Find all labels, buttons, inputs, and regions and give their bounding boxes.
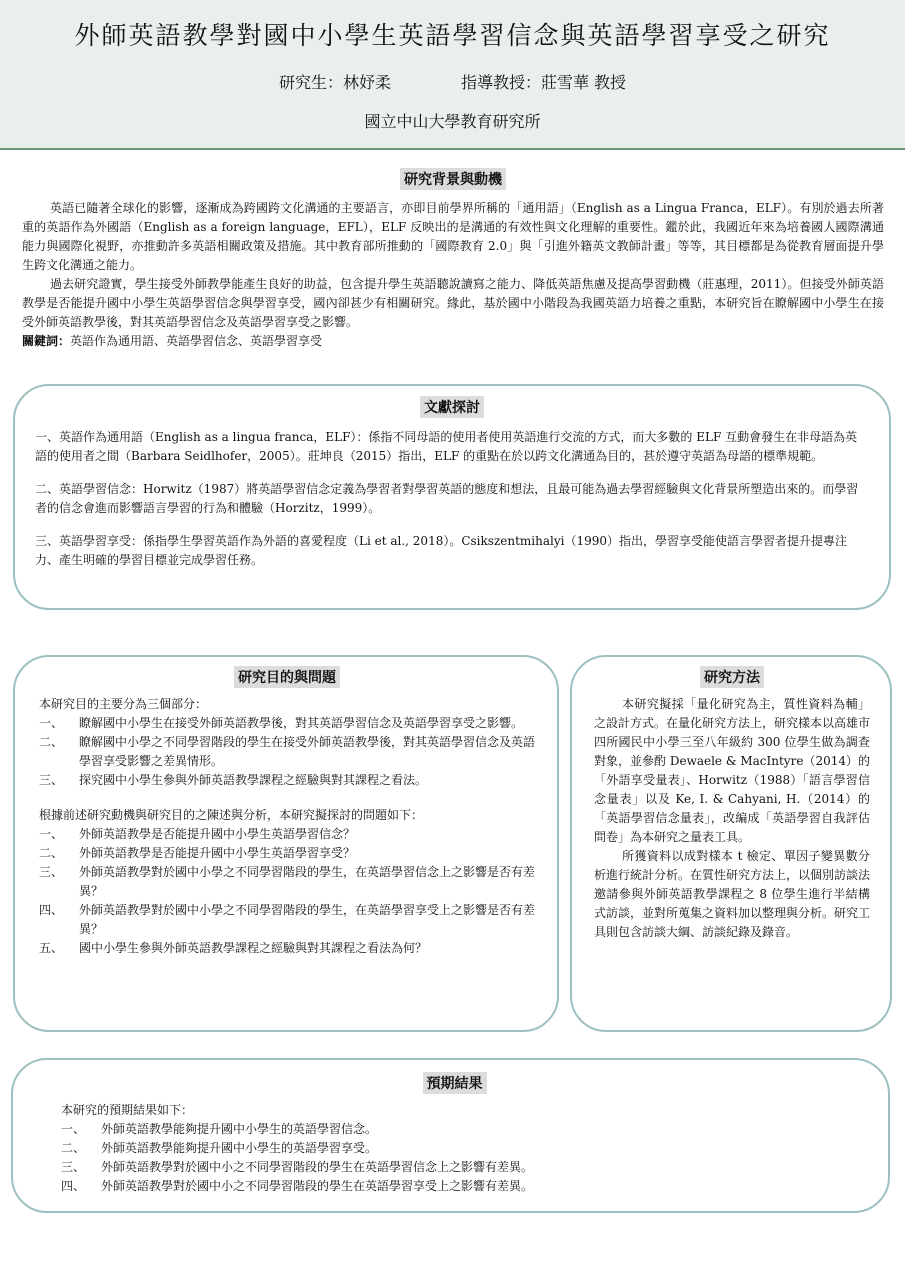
method-title: 研究方法	[700, 666, 764, 688]
keywords-line	[22, 332, 884, 351]
result-item	[61, 1158, 848, 1177]
poster-title: 外師英語教學對國中小學生英語學習信念與英語學習享受之研究	[74, 21, 831, 50]
aim-item	[39, 714, 535, 733]
institution: 國立中山大學教育研究所	[364, 112, 541, 131]
result-item-number: 四、	[61, 1179, 86, 1193]
result-item-text: 外師英語教學能夠提升國中小學生的英語學習享受。	[101, 1141, 378, 1155]
background-section	[22, 168, 884, 351]
results-box	[11, 1058, 890, 1213]
method-paragraph-2: 所獲資料以成對樣本 t 檢定、單因子變異數分析進行統計分析。在質性研究方法上，以個別訪談法邀請參與外師英語教學課程之 8 位學生進行半結構式訪談，並對所蒐集之資料加以整理與分析。研究工具則包含訪談大綱、訪談紀錄及錄音。	[594, 849, 871, 939]
literature-title: 文獻探討	[420, 396, 484, 418]
keywords-label: 關鍵詞：	[22, 334, 71, 348]
aim-item-text: 瞭解國中小學之不同學習階段的學生在接受外師英語教學後，對其英語學習信念及英語學習享受影響之差異情形。	[79, 735, 536, 768]
question-item	[39, 901, 535, 939]
questions-intro: 根據前述研究動機與研究目的之陳述與分析，本研究擬探討的問題如下：	[39, 808, 424, 822]
aim-item-text: 探究國中小學生參與外師英語教學課程之經驗與對其課程之看法。	[79, 773, 428, 787]
question-item	[39, 844, 535, 863]
aim-item-text: 瞭解國中小學生在接受外師英語教學後，對其英語學習信念及英語學習享受之影響。	[79, 716, 524, 730]
literature-item-elf: 一、英語作為通用語（English as a lingua franca，ELF）：係指不同母語的使用者使用英語進行交流的方式，而大多數的 ELF 互動會發生在非母語為英語的使用者之間（Barbara Seidlhofer，2005）。莊坤良（2015）指出，ELF 的重點在於以跨文化溝通為目的，甚於遵守英語為母語的標準規範。	[35, 430, 858, 463]
question-item-text: 外師英語教學是否能提升國中小學生英語學習信念？	[79, 827, 356, 841]
advisor-name: 指導教授：莊雪華 教授	[460, 73, 627, 92]
question-item-number: 三、	[39, 865, 64, 879]
background-paragraph-1: 英語已隨著全球化的影響，逐漸成為跨國跨文化溝通的主要語言，亦即目前學界所稱的「通用語」（English as a Lingua Franca，ELF）。有別於過去所著重的英語作為外國語（English as a foreign language，EFL），ELF 反映出的是溝通的有效性與文化理解的重要性。鑑於此，我國近年來為培養國人國際溝通能力與國際化視野，亦推動許多英語相關政策及措施。其中教育部所推動的「國際教育 2.0」與「引進外籍英文教師計畫」等等，其目標都是為從教育層面提升學生跨文化溝通之能力。	[22, 201, 884, 272]
question-item-number: 四、	[39, 903, 64, 917]
literature-item-enjoyment: 三、英語學習享受：係指學生學習英語作為外語的喜愛程度（Li et al., 2018）。Csikszentmihalyi（1990）指出，學習享受能使語言學習者提升提專注力、產生明確的學習目標並完成學習任務。	[35, 534, 848, 567]
results-intro: 本研究的預期結果如下：	[61, 1103, 194, 1117]
result-item-text: 外師英語教學對於國中小之不同學習階段的學生在英語學習信念上之影響有差異。	[101, 1160, 534, 1174]
result-item-number: 一、	[61, 1122, 86, 1136]
background-title: 研究背景與動機	[400, 168, 506, 190]
purpose-box	[13, 655, 559, 1032]
method-paragraph-1: 本研究擬採「量化研究為主，質性資料為輔」之設計方式。在量化研究方法上，研究樣本以高雄市四所國民中小學三至八年級約 300 位學生做為調查對象，並參酌 Dewaele & MacIntyre（2014）的「外語享受量表」、Horwitz（1988）「語言學習信念量表」以及 Ke, I. & Cahyani, H.（2014）的「英語學習信念量表」，改編成「英語學習自我評估問卷」為本研究之量表工具。	[594, 697, 871, 844]
literature-box	[13, 384, 891, 610]
question-item-text: 國中小學生參與外師英語教學課程之經驗與對其課程之看法為何？	[79, 941, 428, 955]
literature-item-beliefs: 二、英語學習信念：Horwitz（1987）將英語學習信念定義為學習者對學習英語的態度和想法，且最可能為過去學習經驗與文化背景所塑造出來的。而學習者的信念會進而影響語言學習的行為和體驗（Horzitz，1999）。	[35, 482, 859, 515]
keywords-text: 英語作為通用語、英語學習信念、英語學習享受	[70, 334, 323, 348]
student-name: 研究生：林妤柔	[278, 73, 391, 92]
questions-list	[39, 825, 535, 958]
result-item	[61, 1120, 848, 1139]
aim-item	[39, 733, 535, 771]
question-item	[39, 825, 535, 844]
question-item-text: 外師英語教學對於國中小學之不同學習階段的學生，在英語學習信念上之影響是否有差異？	[79, 865, 536, 898]
results-list	[61, 1120, 848, 1196]
purpose-title: 研究目的與問題	[234, 666, 340, 688]
question-item-text: 外師英語教學對於國中小學之不同學習階段的學生，在英語學習享受上之影響是否有差異？	[79, 903, 536, 936]
author-line	[0, 70, 905, 93]
aim-item-number: 三、	[39, 773, 64, 787]
result-item-text: 外師英語教學能夠提升國中小學生的英語學習信念。	[101, 1122, 378, 1136]
result-item-number: 三、	[61, 1160, 86, 1174]
method-box	[570, 655, 892, 1032]
results-title: 預期結果	[423, 1072, 487, 1094]
result-item-text: 外師英語教學對於國中小之不同學習階段的學生在英語學習享受上之影響有差異。	[101, 1179, 534, 1193]
question-item-text: 外師英語教學是否能提升國中小學生英語學習享受？	[79, 846, 356, 860]
aims-list	[39, 714, 535, 790]
purpose-intro: 本研究目的主要分為三個部分：	[39, 697, 208, 711]
question-item	[39, 939, 535, 958]
result-item	[61, 1139, 848, 1158]
question-item-number: 五、	[39, 941, 64, 955]
background-paragraph-2: 過去研究證實，學生接受外師教學能產生良好的助益，包含提升學生英語聽說讀寫之能力、降低英語焦慮及提高學習動機（莊惠理，2011）。但接受外師英語教學是否能提升國中小學生英語學習信念與學習享受，國內卻甚少有相關研究。緣此，基於國中小階段為我國英語力培養之重點，本研究旨在瞭解國中小學生在接受外師英語教學後，對其英語學習信念及英語學習享受之影響。	[22, 277, 884, 329]
aim-item-number: 一、	[39, 716, 64, 730]
result-item	[61, 1177, 848, 1196]
question-item-number: 一、	[39, 827, 64, 841]
question-item-number: 二、	[39, 846, 64, 860]
poster-header	[0, 0, 905, 150]
aim-item-number: 二、	[39, 735, 64, 749]
aim-item	[39, 771, 535, 790]
question-item	[39, 863, 535, 901]
result-item-number: 二、	[61, 1141, 86, 1155]
